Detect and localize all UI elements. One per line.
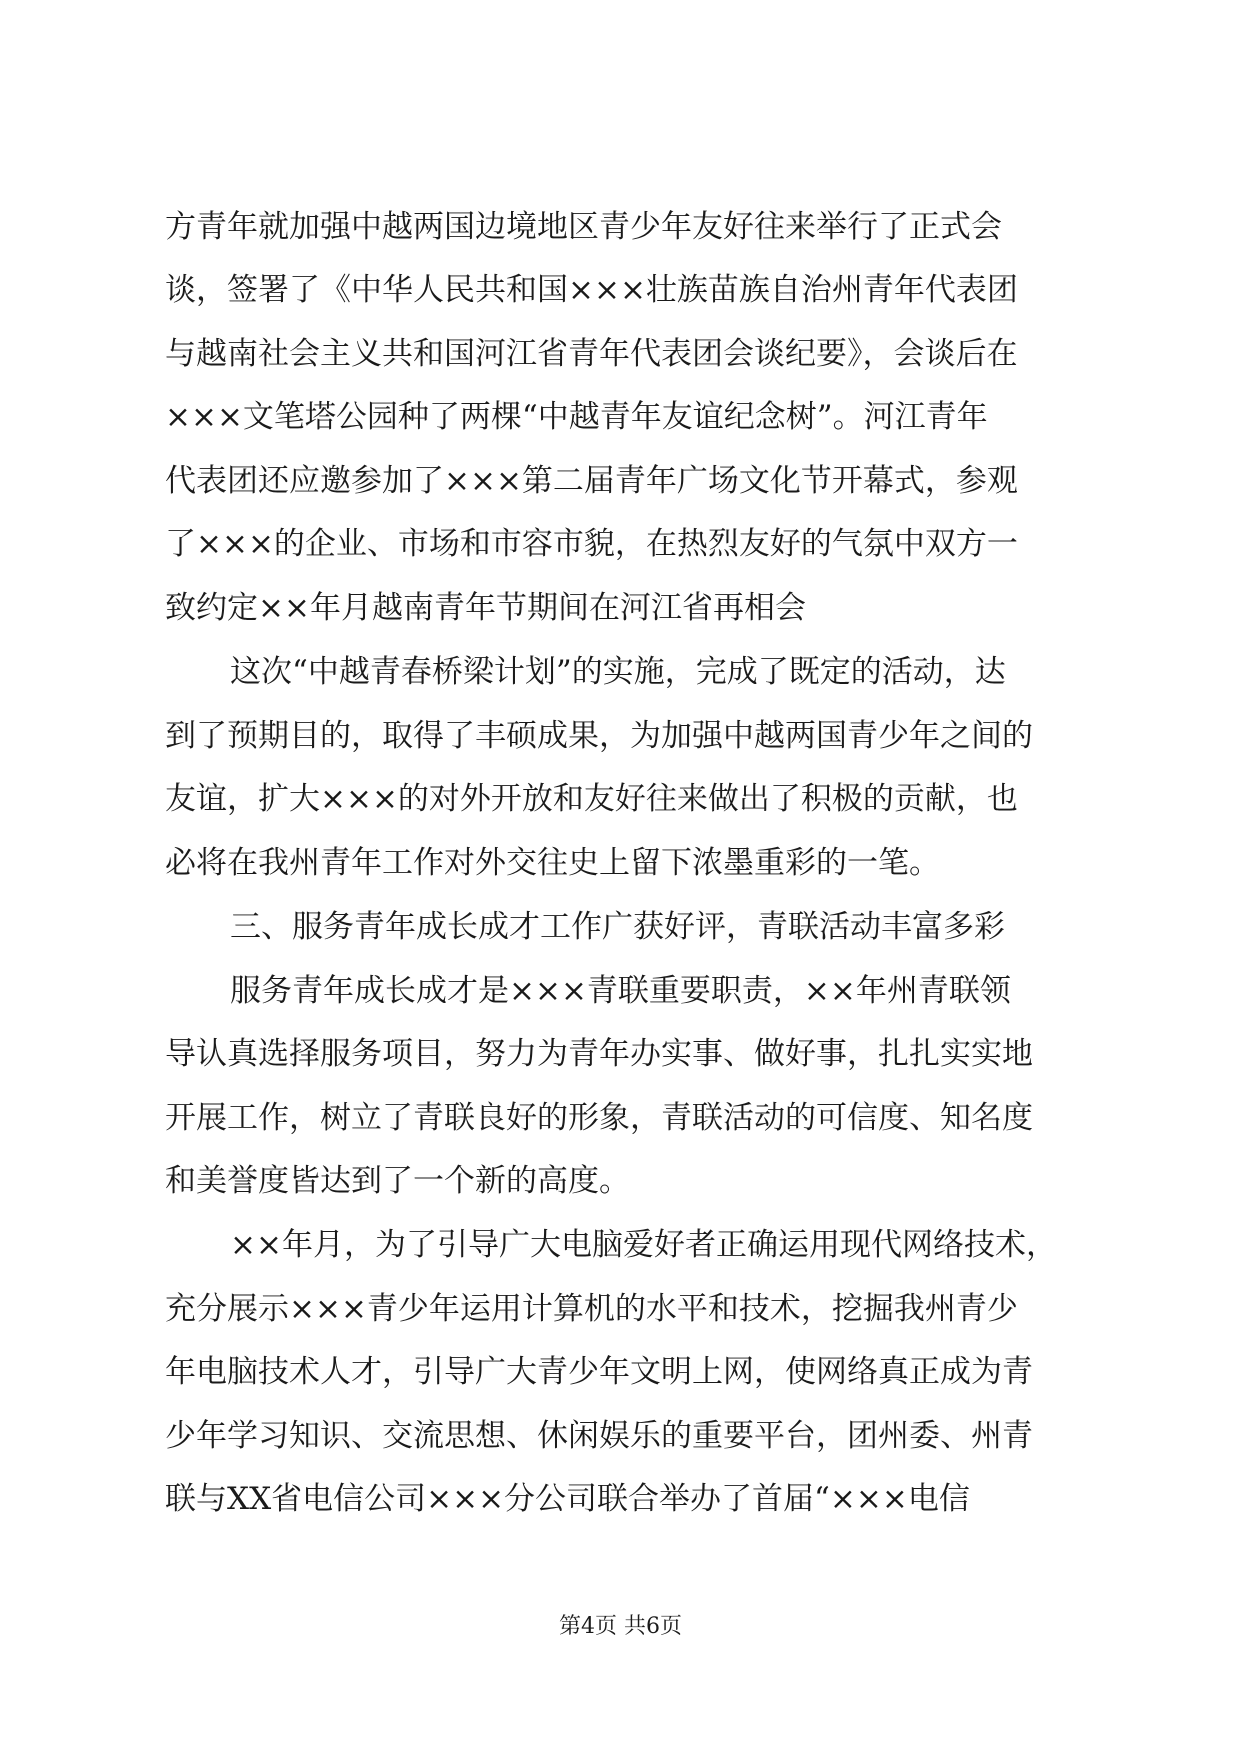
- text-line: 与越南社会主义共和国河江省青年代表团会谈纪要》，会谈后在: [165, 336, 1018, 372]
- text-line: 了×××的企业、市场和市容市貌，在热烈友好的气氛中双方一: [165, 526, 1018, 562]
- page-number-footer: 第4页 共6页: [559, 1614, 682, 1639]
- text-line: 和美誉度皆达到了一个新的高度。: [165, 1163, 630, 1199]
- section-heading: 三、服务青年成长成才工作广获好评，青联活动丰富多彩: [230, 909, 1005, 945]
- paragraph-first-line: 服务青年成长成才是×××青联重要职责，××年州青联领: [230, 973, 1011, 1009]
- text-line: 谈，签署了《中华人民共和国×××壮族苗族自治州青年代表团: [165, 272, 1018, 308]
- text-line: 联与XX省电信公司×××分公司联合举办了首届“×××电信: [165, 1481, 970, 1517]
- text-line: 充分展示×××青少年运用计算机的水平和技术，挖掘我州青少: [165, 1291, 1018, 1327]
- text-line: 代表团还应邀参加了×××第二届青年广场文化节开幕式，参观: [165, 463, 1018, 499]
- paragraph-first-line: 这次“中越青春桥梁计划”的实施，完成了既定的活动，达: [230, 654, 1006, 690]
- text-line: 开展工作，树立了青联良好的形象，青联活动的可信度、知名度: [165, 1100, 1033, 1136]
- text-line: 导认真选择服务项目，努力为青年办实事、做好事，扎扎实实地: [165, 1036, 1033, 1072]
- text-line: ×××文笔塔公园种了两棵“中越青年友谊纪念树”。河江青年: [165, 399, 988, 435]
- paragraph-first-line: ××年月，为了引导广大电脑爱好者正确运用现代网络技术，: [230, 1227, 1057, 1263]
- text-line: 必将在我州青年工作对外交往史上留下浓墨重彩的一笔。: [165, 845, 940, 881]
- text-line: 友谊，扩大×××的对外开放和友好往来做出了积极的贡献，也: [165, 781, 1018, 817]
- text-line: 年电脑技术人才，引导广大青少年文明上网，使网络真正成为青: [165, 1354, 1033, 1390]
- text-line: 致约定××年月越南青年节期间在河江省再相会: [165, 590, 806, 626]
- text-line: 少年学习知识、交流思想、休闲娱乐的重要平台，团州委、州青: [165, 1418, 1033, 1454]
- text-line: 到了预期目的，取得了丰硕成果，为加强中越两国青少年之间的: [165, 718, 1033, 754]
- text-line: 方青年就加强中越两国边境地区青少年友好往来举行了正式会: [165, 209, 1002, 245]
